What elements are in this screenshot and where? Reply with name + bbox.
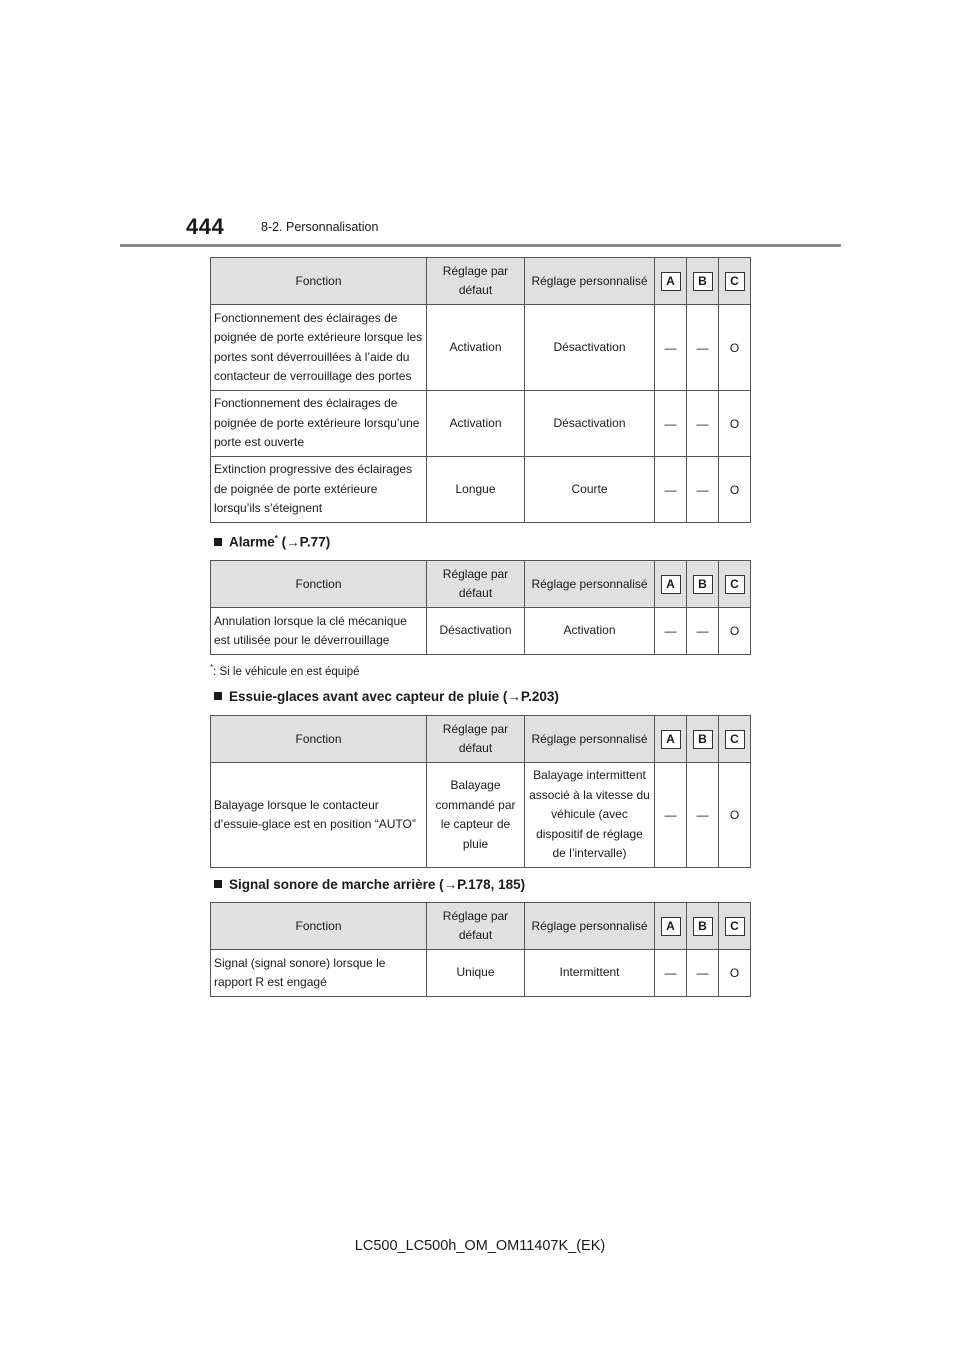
cell-c: O [719,457,751,523]
custom-table-door-lights [210,257,751,523]
bullet-square-icon [214,692,222,700]
table-header-row [211,561,751,608]
section-heading-text: Alarme [229,534,275,550]
cell-a: — [655,391,687,457]
col-c [719,903,751,950]
badge-b: B [693,272,713,291]
cell-c: O [719,391,751,457]
badge-a: A [661,917,681,936]
col-perso: Réglage personnalisé [525,716,655,763]
cell-b: — [687,457,719,523]
cell-fonction: Annulation lorsque la clé mécanique est utilisée pour le déverrouillage [211,608,427,655]
badge-c: C [725,917,745,936]
cell-defaut: Désactivation [427,608,525,655]
custom-table-essuie-glaces [210,715,751,868]
table-row [211,305,751,391]
cell-perso: Désactivation [525,391,655,457]
table-row [211,457,751,523]
badge-c: C [725,272,745,291]
col-a [655,716,687,763]
header-rule [120,244,841,247]
custom-table-alarme [210,560,751,655]
table-header-row [211,258,751,305]
cell-b: — [687,763,719,868]
cell-fonction: Signal (signal sonore) lorsque le rapport R est engagé [211,950,427,997]
custom-table-signal-sonore [210,902,751,997]
footnote-marker: * [274,534,278,543]
section-heading-text: Essuie-glaces avant avec capteur de pluie (→P.203) [229,689,559,704]
cell-a: — [655,457,687,523]
table-row [211,763,751,868]
col-c [719,716,751,763]
cell-defaut: Activation [427,391,525,457]
cell-fonction: Fonctionnement des éclairages de poignée de porte extérieure lorsque les portes sont déverrouillées à l’aide du contacteur de verrouillage des portes [211,305,427,391]
cell-b: — [687,608,719,655]
cell-c: O [719,608,751,655]
cell-a: — [655,950,687,997]
col-c [719,258,751,305]
table-row [211,950,751,997]
section-heading-essuie-glaces [214,689,559,704]
cell-defaut: Activation [427,305,525,391]
col-perso: Réglage personnalisé [525,561,655,608]
cell-a: — [655,608,687,655]
footnote-marker: * [210,663,214,672]
cell-fonction: Extinction progressive des éclairages de poignée de porte extérieure lorsqu’ils s’éteignent [211,457,427,523]
cell-perso: Courte [525,457,655,523]
badge-b: B [693,917,713,936]
col-c [719,561,751,608]
cell-perso: Désactivation [525,305,655,391]
cell-b: — [687,391,719,457]
footnote [210,663,360,678]
bullet-square-icon [214,880,222,888]
col-fonction: Fonction [211,903,427,950]
col-b [687,258,719,305]
badge-a: A [661,272,681,291]
bullet-square-icon [214,538,222,546]
section-heading-alarme [214,534,330,550]
col-defaut: Réglage par défaut [427,716,525,763]
page-number: 444 [186,214,225,239]
cell-a: — [655,763,687,868]
cell-c: O [719,950,751,997]
col-defaut: Réglage par défaut [427,903,525,950]
col-fonction: Fonction [211,258,427,305]
cell-fonction: Balayage lorsque le contacteur d’essuie-glace est en position “AUTO” [211,763,427,868]
badge-c: C [725,730,745,749]
table-row [211,608,751,655]
section-title: 8-2. Personnalisation [261,220,379,234]
col-perso: Réglage personnalisé [525,903,655,950]
cell-perso: Balayage intermittent associé à la vitesse du véhicule (avec dispositif de réglage de l’intervalle) [525,763,655,868]
col-a [655,561,687,608]
document-code: LC500_LC500h_OM_OM11407K_(EK) [354,1238,606,1254]
cell-c: O [719,305,751,391]
col-b [687,716,719,763]
col-a [655,903,687,950]
badge-b: B [693,575,713,594]
cell-defaut: Longue [427,457,525,523]
cell-b: — [687,305,719,391]
cell-defaut: Balayage commandé par le capteur de pluie [427,763,525,868]
col-b [687,903,719,950]
section-heading-signal-sonore [214,877,525,892]
cell-a: — [655,305,687,391]
cell-fonction: Fonctionnement des éclairages de poignée de porte extérieure lorsqu’une porte est ouverte [211,391,427,457]
cell-defaut: Unique [427,950,525,997]
col-b [687,561,719,608]
col-perso: Réglage personnalisé [525,258,655,305]
col-defaut: Réglage par défaut [427,561,525,608]
badge-a: A [661,575,681,594]
cell-perso: Activation [525,608,655,655]
section-heading-text: Signal sonore de marche arrière (→P.178, 185) [229,877,526,892]
table-row [211,391,751,457]
cell-perso: Intermittent [525,950,655,997]
footnote-text: : Si le véhicule en est équipé [213,665,360,678]
col-fonction: Fonction [211,561,427,608]
badge-c: C [725,575,745,594]
col-defaut: Réglage par défaut [427,258,525,305]
badge-a: A [661,730,681,749]
page-ref: (→P.77) [281,534,331,550]
badge-b: B [693,730,713,749]
table-header-row [211,903,751,950]
col-fonction: Fonction [211,716,427,763]
table-header-row [211,716,751,763]
col-a [655,258,687,305]
cell-c: O [719,763,751,868]
cell-b: — [687,950,719,997]
